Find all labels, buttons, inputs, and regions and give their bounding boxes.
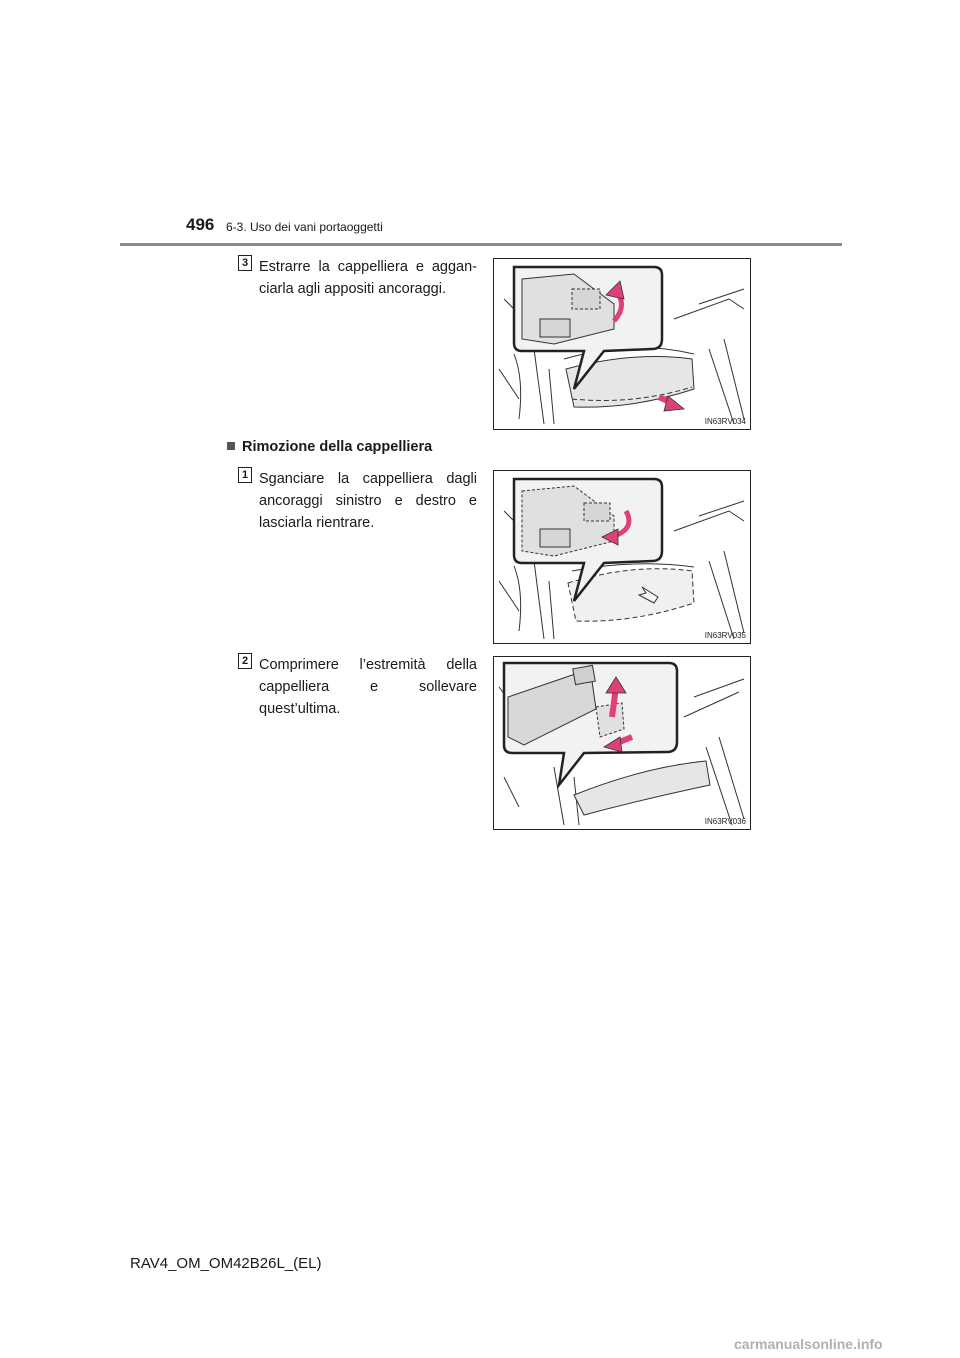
bullet-square-icon <box>227 442 235 450</box>
page-number: 496 <box>186 215 215 234</box>
section-title: 6-3. Uso dei vani portaoggetti <box>226 220 383 234</box>
step-text: Comprimere l’estremità della cappelliera e sollevare quest’ultima. <box>259 657 477 717</box>
illustration-pull-cover <box>493 258 751 430</box>
illustration-release-cover <box>493 470 751 644</box>
section-heading-text: Rimozione della cappelliera <box>242 439 433 455</box>
step-text: Sganciare la cappelliera dagli ancoraggi sinistro e destro e lasciarla rientrare. <box>259 471 477 531</box>
illustration-lift-cover <box>493 656 751 830</box>
step-badge: 2 <box>238 653 252 669</box>
figure-code: IN63RV035 <box>704 631 746 640</box>
watermark: carmanualsonline.info <box>734 1336 883 1352</box>
header-divider <box>120 243 842 246</box>
figure-code: IN63RV036 <box>704 817 746 826</box>
document-code: RAV4_OM_OM42B26L_(EL) <box>130 1255 322 1272</box>
figure-code: IN63RV034 <box>704 417 746 426</box>
step-badge: 1 <box>238 467 252 483</box>
section-heading <box>227 439 432 455</box>
step-text: Estrarre la cappelliera e aggan-ciarla agli appositi ancoraggi. <box>259 259 477 297</box>
step-badge: 3 <box>238 255 252 271</box>
